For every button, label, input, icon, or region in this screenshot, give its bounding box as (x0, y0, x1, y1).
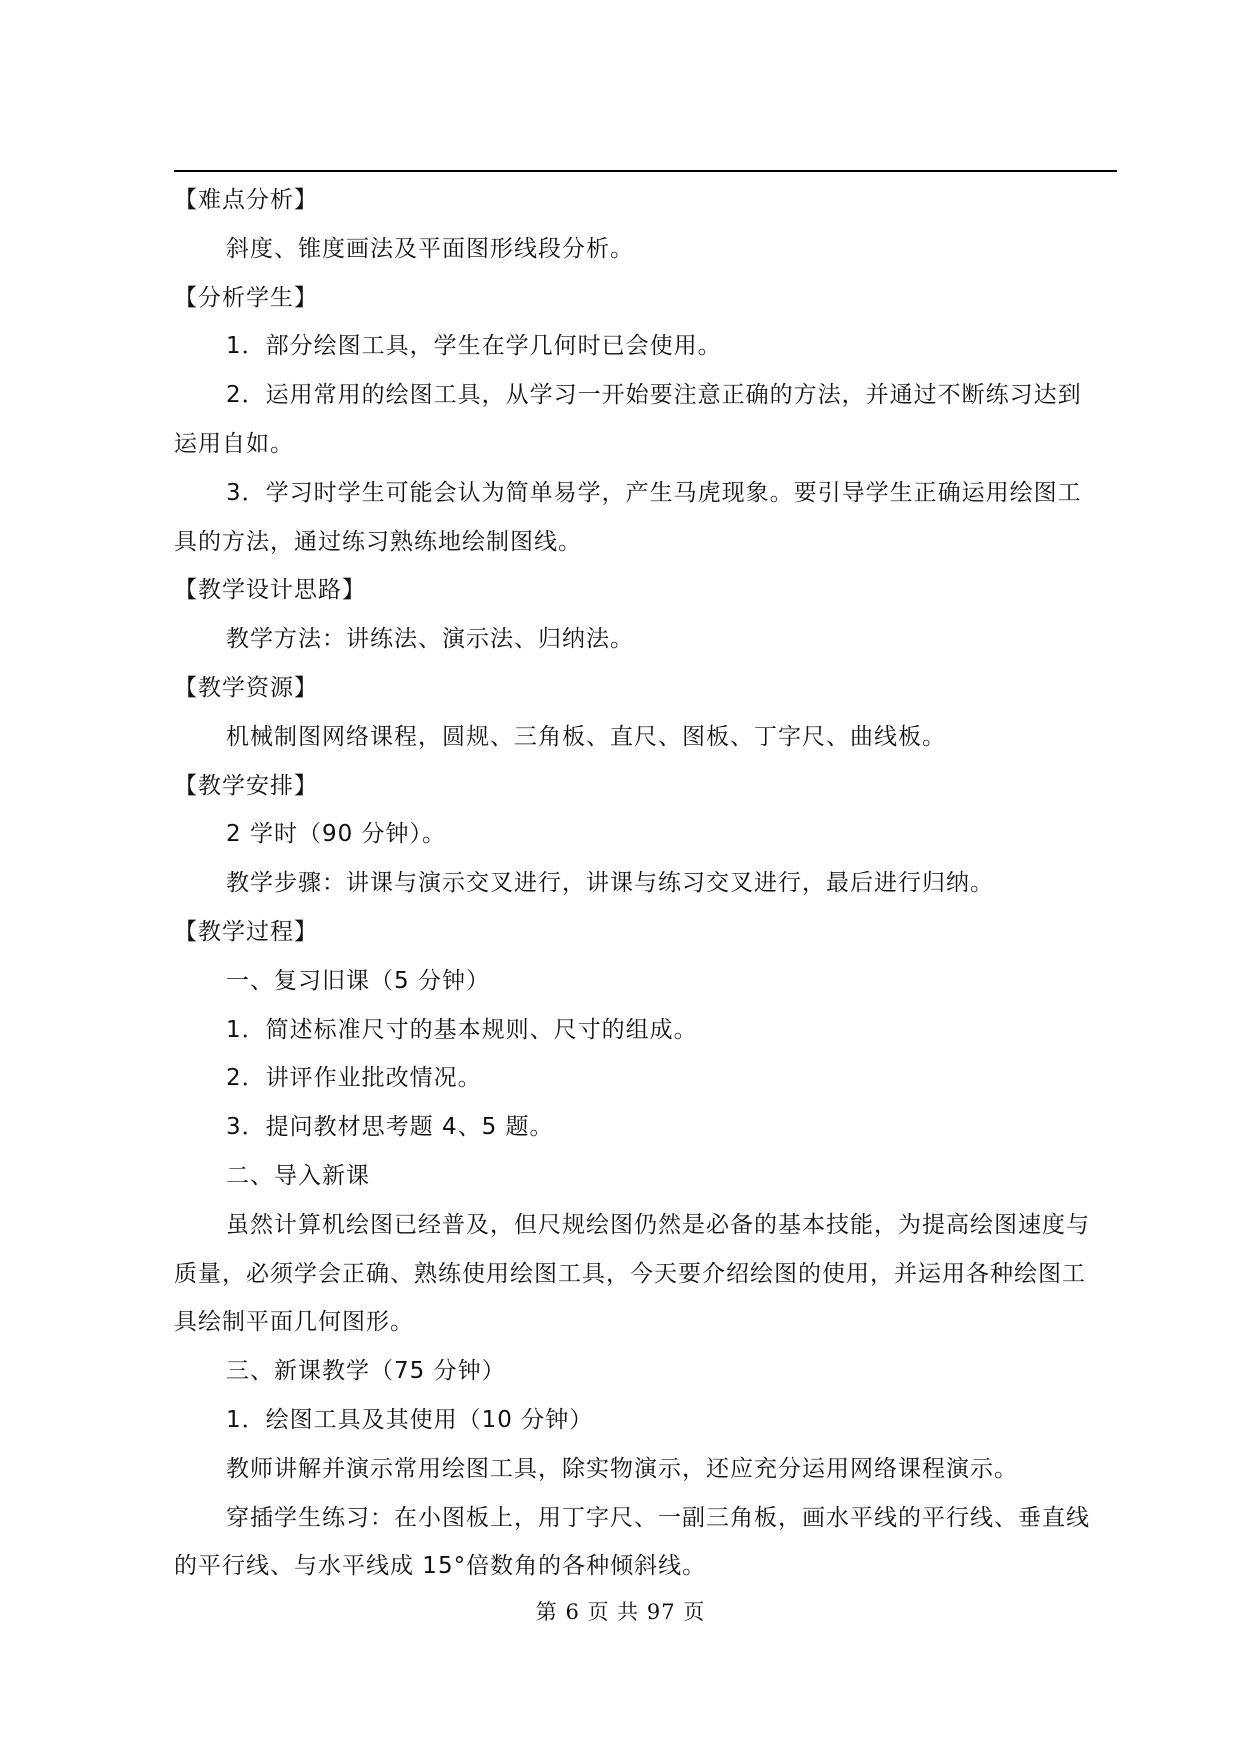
intro-line-3: 具绘制平面几何图形。 (174, 1309, 414, 1336)
header-rule (174, 170, 1117, 172)
review-title: 一、复习旧课（5 分钟） (226, 967, 490, 994)
heading-arrangement: 【教学安排】 (174, 772, 318, 799)
page-footer: 第 6 页 共 97 页 (535, 1600, 706, 1624)
paragraph-resources: 机械制图网络课程，圆规、三角板、直尺、图板、丁字尺、曲线板。 (226, 723, 946, 750)
student-item-2-line-2: 运用自如。 (174, 430, 294, 457)
student-item-3-line-1: 3．学习时学生可能会认为简单易学，产生马虎现象。要引导学生正确运用绘图工 (226, 479, 1082, 506)
tools-title: 1．绘图工具及其使用（10 分钟） (226, 1406, 594, 1433)
heading-resources: 【教学资源】 (174, 674, 318, 701)
heading-students: 【分析学生】 (174, 284, 318, 311)
practice-line-1: 穿插学生练习：在小图板上，用丁字尺、一副三角板，画水平线的平行线、垂直线 (226, 1504, 1090, 1531)
intro-title: 二、导入新课 (226, 1162, 370, 1189)
heading-design: 【教学设计思路】 (174, 577, 366, 604)
review-item-2: 2．讲评作业批改情况。 (226, 1065, 482, 1092)
new-lesson-title: 三、新课教学（75 分钟） (226, 1358, 506, 1385)
paragraph-hours: 2 学时（90 分钟）。 (226, 821, 447, 848)
paragraph-design: 教学方法：讲练法、演示法、归纳法。 (226, 626, 634, 653)
heading-difficulty: 【难点分析】 (174, 187, 318, 213)
paragraph-steps: 教学步骤：讲课与演示交叉进行，讲课与练习交叉进行，最后进行归纳。 (226, 870, 994, 897)
review-item-1: 1．简述标准尺寸的基本规则、尺寸的组成。 (226, 1016, 698, 1043)
student-item-2-line-1: 2．运用常用的绘图工具，从学习一开始要注意正确的方法，并通过不断练习达到 (226, 382, 1082, 409)
student-item-3-line-2: 具的方法，通过练习熟练地绘制图线。 (174, 528, 582, 555)
practice-line-2: 的平行线、与水平线成 15°倍数角的各种倾斜线。 (174, 1553, 707, 1580)
tools-text: 教师讲解并演示常用绘图工具，除实物演示，还应充分运用网络课程演示。 (226, 1455, 1018, 1482)
intro-line-1: 虽然计算机绘图已经普及，但尺规绘图仍然是必备的基本技能，为提高绘图速度与 (226, 1211, 1090, 1238)
intro-line-2: 质量，必须学会正确、熟练使用绘图工具，今天要介绍绘图的使用，并运用各种绘图工 (174, 1260, 1086, 1287)
review-item-3: 3．提问教材思考题 4、5 题。 (226, 1114, 554, 1141)
student-item-1: 1．部分绘图工具，学生在学几何时已会使用。 (226, 333, 722, 360)
heading-process: 【教学过程】 (174, 918, 318, 945)
page-content (174, 176, 1117, 1591)
paragraph-difficulty: 斜度、锥度画法及平面图形线段分析。 (226, 235, 634, 262)
